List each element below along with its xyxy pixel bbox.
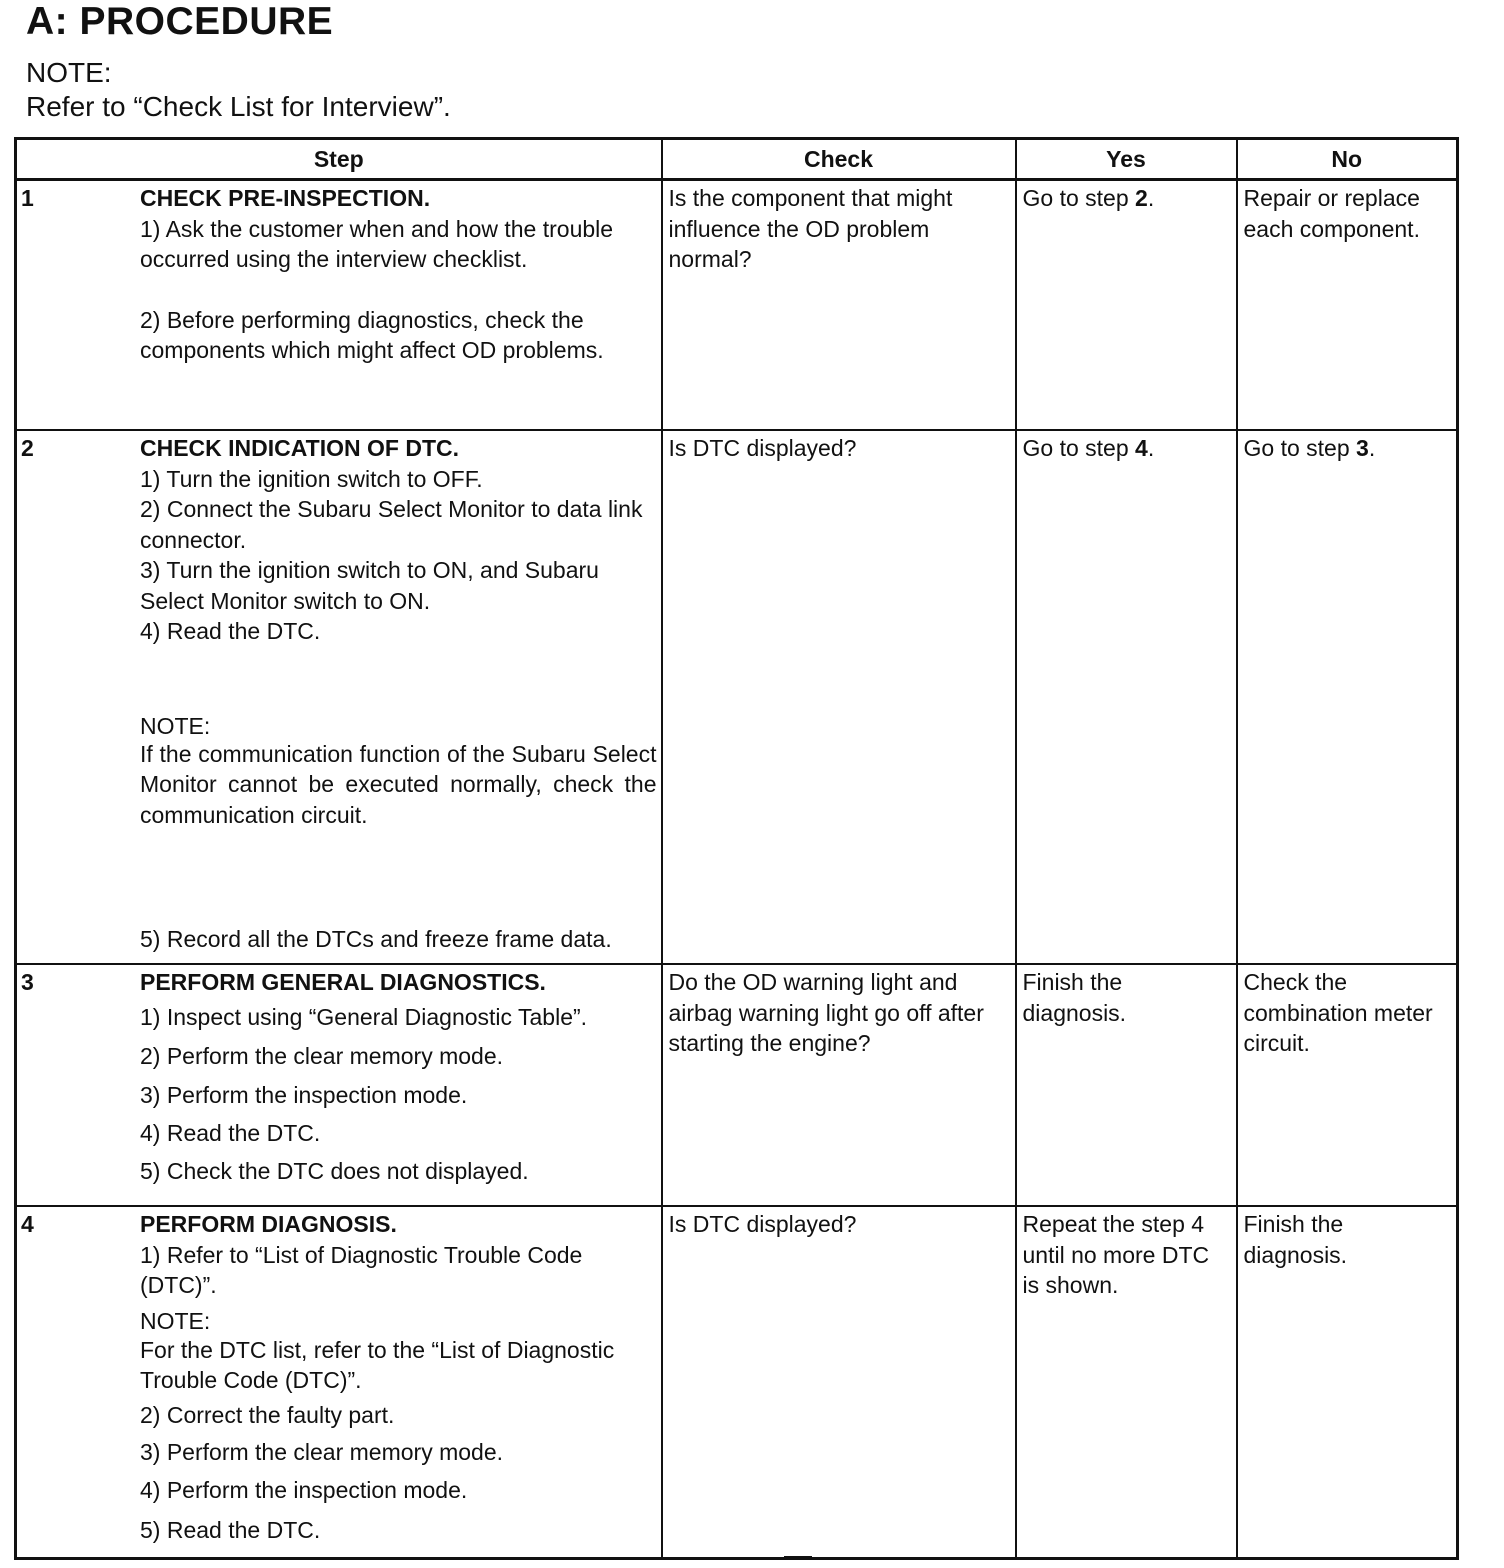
step-number: 4: [21, 1211, 34, 1237]
step-note-label: NOTE:: [140, 1307, 211, 1334]
step-item: 1) Turn the ignition switch to OFF.: [140, 465, 483, 492]
no-cell: [1237, 430, 1458, 964]
step-cell: [16, 180, 662, 431]
step-note-text: For the DTC list, refer to the “List of Diagnostic Trouble Code (DTC)”.: [140, 1336, 615, 1393]
table-row: [16, 430, 1458, 964]
step-number: 1: [21, 185, 34, 211]
table-row: [16, 1206, 1458, 1559]
no-text: Repair or replace each component.: [1243, 185, 1420, 242]
step-note-text: If the communication function of the Subaru Select Monitor cannot be executed normally, check the communication circuit.: [140, 740, 657, 828]
step-item: 2) Connect the Subaru Select Monitor to data link connector.: [140, 496, 643, 553]
no-cell: [1237, 1206, 1458, 1559]
no-text: Check the combination meter circuit.: [1243, 969, 1433, 1056]
check-text: Is the component that might influence the OD problem normal?: [668, 185, 953, 272]
step-heading: PERFORM GENERAL DIAGNOSTICS.: [140, 969, 546, 995]
step-heading: PERFORM DIAGNOSIS.: [140, 1211, 397, 1237]
note-text: Refer to “Check List for Interview”.: [26, 91, 451, 122]
step-note-label: NOTE:: [140, 712, 211, 739]
step-heading: CHECK PRE-INSPECTION.: [140, 185, 431, 211]
step-number: 2: [21, 435, 34, 461]
table-row: [16, 964, 1458, 1206]
check-cell: [662, 1206, 1016, 1559]
yes-cell: [1016, 180, 1237, 431]
step-cell: [16, 430, 662, 964]
step-item: 1) Ask the customer when and how the trouble occurred using the interview checklist.: [140, 215, 614, 272]
step-item: 4) Perform the inspection mode.: [140, 1476, 468, 1503]
header-yes: Yes: [1016, 139, 1237, 180]
step-item: 2) Correct the faulty part.: [140, 1401, 395, 1428]
step-cell: [16, 1206, 662, 1559]
yes-cell: [1016, 430, 1237, 964]
step-item: 3) Perform the inspection mode.: [140, 1081, 468, 1108]
yes-text: Repeat the step 4 until no more DTC is shown.: [1022, 1211, 1210, 1298]
yes-cell: [1016, 964, 1237, 1206]
yes-text: Finish the diagnosis.: [1022, 969, 1127, 1026]
step-item: 1) Inspect using “General Diagnostic Table”.: [140, 1003, 588, 1030]
yes-cell: [1016, 1206, 1237, 1559]
step-item: 2) Perform the clear memory mode.: [140, 1042, 504, 1069]
step-item: 5) Record all the DTCs and freeze frame data.: [140, 926, 612, 952]
step-number: 3: [21, 969, 34, 995]
step-item: 1) Refer to “List of Diagnostic Trouble Code (DTC)”.: [140, 1241, 583, 1298]
header-no: No: [1237, 139, 1458, 180]
check-cell: [662, 180, 1016, 431]
procedure-table: [14, 137, 1459, 1560]
no-cell: [1237, 964, 1458, 1206]
step-item: 5) Check the DTC does not displayed.: [140, 1157, 529, 1184]
page-title: A: PROCEDURE: [26, 0, 334, 43]
header-step: Step: [16, 139, 662, 180]
no-cell: [1237, 180, 1458, 431]
step-item: 4) Read the DTC.: [140, 1119, 321, 1146]
table-header-row: [16, 139, 1458, 180]
table-row: [16, 180, 1458, 431]
check-cell: [662, 964, 1016, 1206]
page-footer-mark: [784, 1556, 812, 1559]
step-item: 3) Perform the clear memory mode.: [140, 1438, 504, 1465]
no-text: Finish the diagnosis.: [1243, 1211, 1348, 1268]
note-label: NOTE:: [26, 57, 112, 88]
check-cell: [662, 430, 1016, 964]
check-text: Is DTC displayed?: [668, 1211, 857, 1237]
step-item: 4) Read the DTC.: [140, 618, 321, 644]
step-item: 3) Turn the ignition switch to ON, and Subaru Select Monitor switch to ON.: [140, 557, 599, 614]
check-text: Do the OD warning light and airbag warning light go off after starting the engine?: [668, 969, 984, 1056]
step-cell: [16, 964, 662, 1206]
yes-text: Go to step 4.: [1022, 435, 1155, 461]
check-text: Is DTC displayed?: [668, 435, 857, 461]
step-item: 2) Before performing diagnostics, check the components which might affect OD problems.: [140, 306, 604, 363]
yes-text: Go to step 2.: [1022, 185, 1155, 211]
step-heading: CHECK INDICATION OF DTC.: [140, 435, 460, 461]
step-item: 5) Read the DTC.: [140, 1516, 321, 1543]
no-text: Go to step 3.: [1243, 435, 1376, 461]
header-check: Check: [662, 139, 1016, 180]
